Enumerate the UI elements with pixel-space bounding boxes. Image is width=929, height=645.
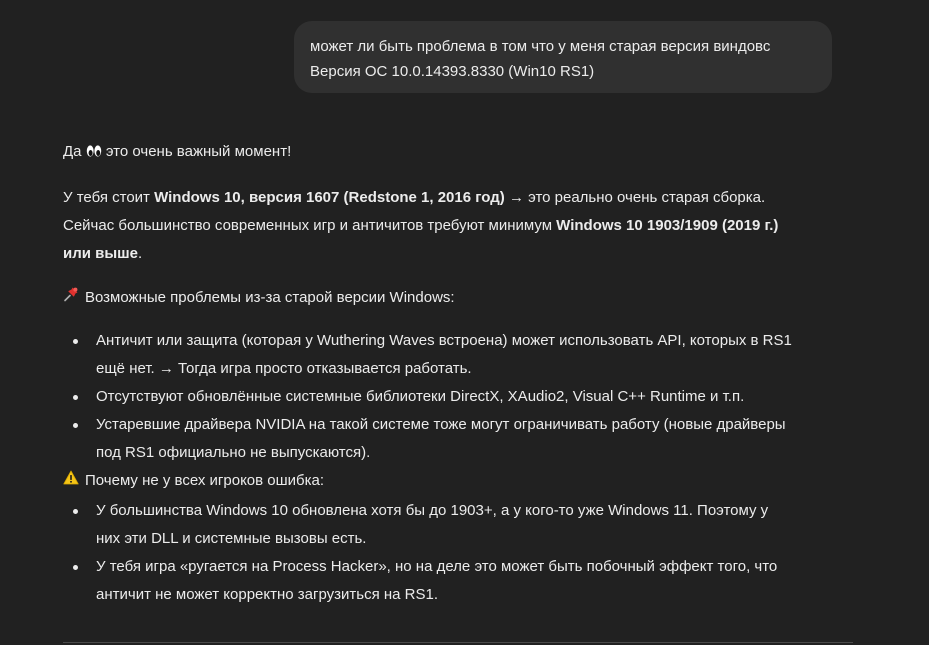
- list-item-line: них эти DLL и системные вызовы есть.: [96, 530, 367, 547]
- intro-text-2: → это реально очень старая сборка.: [504, 189, 766, 206]
- why-list: [63, 497, 853, 609]
- list-item: [63, 327, 853, 383]
- intro-bold-or-higher: или выше: [63, 245, 139, 262]
- warning-icon: [63, 467, 79, 495]
- eyes-icon: [86, 140, 102, 168]
- greeting-text-before: Да: [63, 143, 86, 160]
- list-item: [63, 497, 853, 553]
- list-item-line: У большинства Windows 10 обновлена хотя бы до 1903+, а у кого-то уже Windows 11. Поэтому у: [96, 502, 769, 519]
- intro-bold-min-version: Windows 10 1903/1909 (2019 г.): [556, 217, 779, 234]
- why-heading-text: Почему не у всех игроков ошибка:: [85, 472, 325, 489]
- assistant-greeting: [63, 138, 853, 168]
- greeting-text-after: это очень важный момент!: [101, 143, 292, 160]
- list-item: [63, 411, 853, 467]
- intro-text-1: У тебя стоит: [63, 189, 155, 206]
- intro-bold-version: Windows 10, версия 1607 (Redstone 1, 2016 год): [154, 189, 505, 206]
- user-message-bubble: [294, 21, 832, 93]
- section-divider: [63, 642, 853, 643]
- list-item-line: У тебя игра «ругается на Process Hacker», но на деле это может быть побочный эффект того, что: [96, 558, 778, 575]
- list-item: [63, 383, 853, 411]
- problems-heading-text: Возможные проблемы из-за старой версии Windows:: [85, 289, 455, 306]
- list-item-line: Античит или защита (которая у Wuthering Waves встроена) может использовать API, которых в RS1: [96, 332, 792, 349]
- intro-text-3: Сейчас большинство современных игр и античитов требуют минимум: [63, 217, 557, 234]
- problems-heading: [63, 284, 853, 312]
- why-heading: [63, 467, 853, 495]
- user-message-line-1: может ли быть проблема в том что у меня старая версия виндовс: [310, 38, 771, 55]
- list-item-line: Отсутствуют обновлённые системные библиотеки DirectX, XAudio2, Visual C++ Runtime и т.п.: [96, 388, 745, 405]
- list-item-line: ещё нет. → Тогда игра просто отказывается работать.: [96, 360, 472, 377]
- problems-list: [63, 327, 853, 467]
- list-item-line: античит не может корректно загрузиться на RS1.: [96, 586, 439, 603]
- list-item-line: под RS1 официально не выпускаются).: [96, 444, 371, 461]
- user-message-line-2: Версия ОС 10.0.14393.8330 (Win10 RS1): [310, 63, 595, 80]
- list-item: [63, 553, 853, 609]
- assistant-intro: [63, 184, 853, 268]
- list-item-line: Устаревшие драйвера NVIDIA на такой системе тоже могут ограничивать работу (новые драйверы: [96, 416, 786, 433]
- pushpin-icon: [63, 284, 79, 312]
- assistant-message: [63, 138, 853, 609]
- intro-text-4: .: [138, 245, 143, 262]
